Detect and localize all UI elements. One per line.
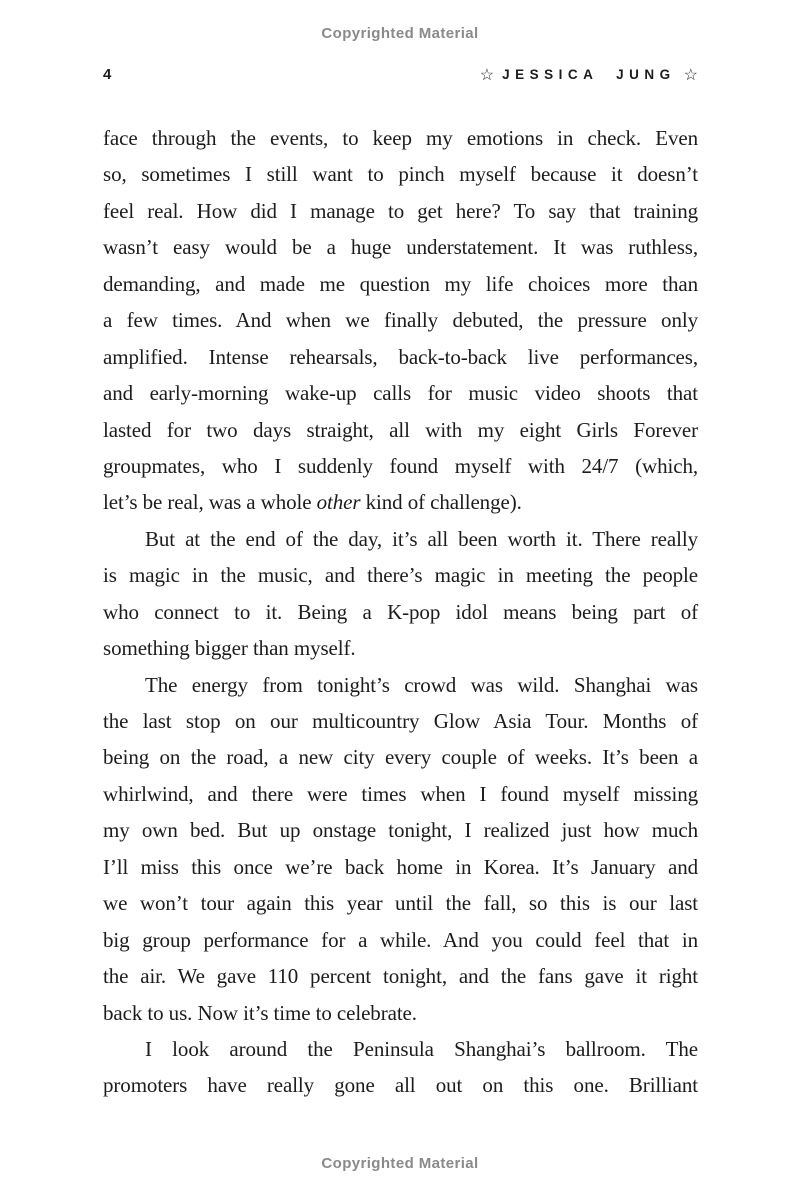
text-line: back to us. Now it’s time to celebrate. — [103, 1000, 417, 1025]
text-line: the air. We gave 110 percent tonight, and the fans gave it right — [103, 964, 698, 989]
text-line: I’ll miss this once we’re back home in Korea. It’s January and — [103, 854, 698, 879]
text-line: my own bed. But up onstage tonight, I realized just how much — [103, 818, 698, 843]
copyright-notice-top: Copyrighted Material — [321, 25, 479, 42]
text-line: big group performance for a while. And you could feel that in — [103, 927, 698, 952]
text-line: promoters have really gone all out on this one. Brilliant — [103, 1073, 698, 1098]
text-line: I look around the Peninsula Shanghai’s ballroom. The — [145, 1036, 698, 1061]
body-text — [103, 120, 698, 1104]
text-line: amplified. Intense rehearsals, back-to-back live performances, — [103, 344, 698, 369]
text-line: being on the road, a new city every couple of weeks. It’s been a — [103, 745, 698, 770]
text-line: something bigger than myself. — [103, 636, 356, 661]
text-line: groupmates, who I suddenly found myself with 24/7 (which, — [103, 453, 698, 478]
text-line: we won’t tour again this year until the fall, so this is our last — [103, 891, 698, 916]
text-line: the last stop on our multicountry Glow Asia Tour. Months of — [103, 709, 698, 733]
text-line: is magic in the music, and there’s magic in meeting the people — [103, 563, 698, 588]
text-line: a few times. And when we finally debuted, the pressure only — [103, 308, 698, 333]
text-line: But at the end of the day, it’s all been worth it. There really — [145, 526, 698, 551]
text-line: let’s be real, was a whole other kind of challenge). — [103, 490, 522, 515]
page-header — [103, 64, 698, 84]
star-icon: ☆ — [479, 67, 495, 84]
author-name: JESSICA JUNG — [502, 66, 676, 82]
text-line: feel real. How did I manage to get here? To say that training — [103, 198, 698, 223]
star-icon: ☆ — [683, 67, 698, 84]
text-line: who connect to it. Being a K-pop idol means being part of — [103, 599, 698, 624]
text-line: lasted for two days straight, all with my eight Girls Forever — [103, 417, 698, 442]
text-line: demanding, and made me question my life choices more than — [103, 271, 698, 296]
text-line: and early-morning wake-up calls for music video shoots that — [103, 381, 698, 406]
running-header — [480, 64, 698, 84]
text-line: whirlwind, and there were times when I found myself missing — [103, 781, 698, 806]
copyright-notice-bottom: Copyrighted Material — [321, 1155, 479, 1172]
text-line: The energy from tonight’s crowd was wild. Shanghai was — [145, 672, 698, 697]
text-line: face through the events, to keep my emotions in check. Even — [103, 126, 698, 150]
page-number: 4 — [103, 66, 112, 83]
text-line: wasn’t easy would be a huge understatement. It was ruthless, — [103, 235, 698, 260]
text-line: so, sometimes I still want to pinch myself because it doesn’t — [103, 162, 698, 187]
